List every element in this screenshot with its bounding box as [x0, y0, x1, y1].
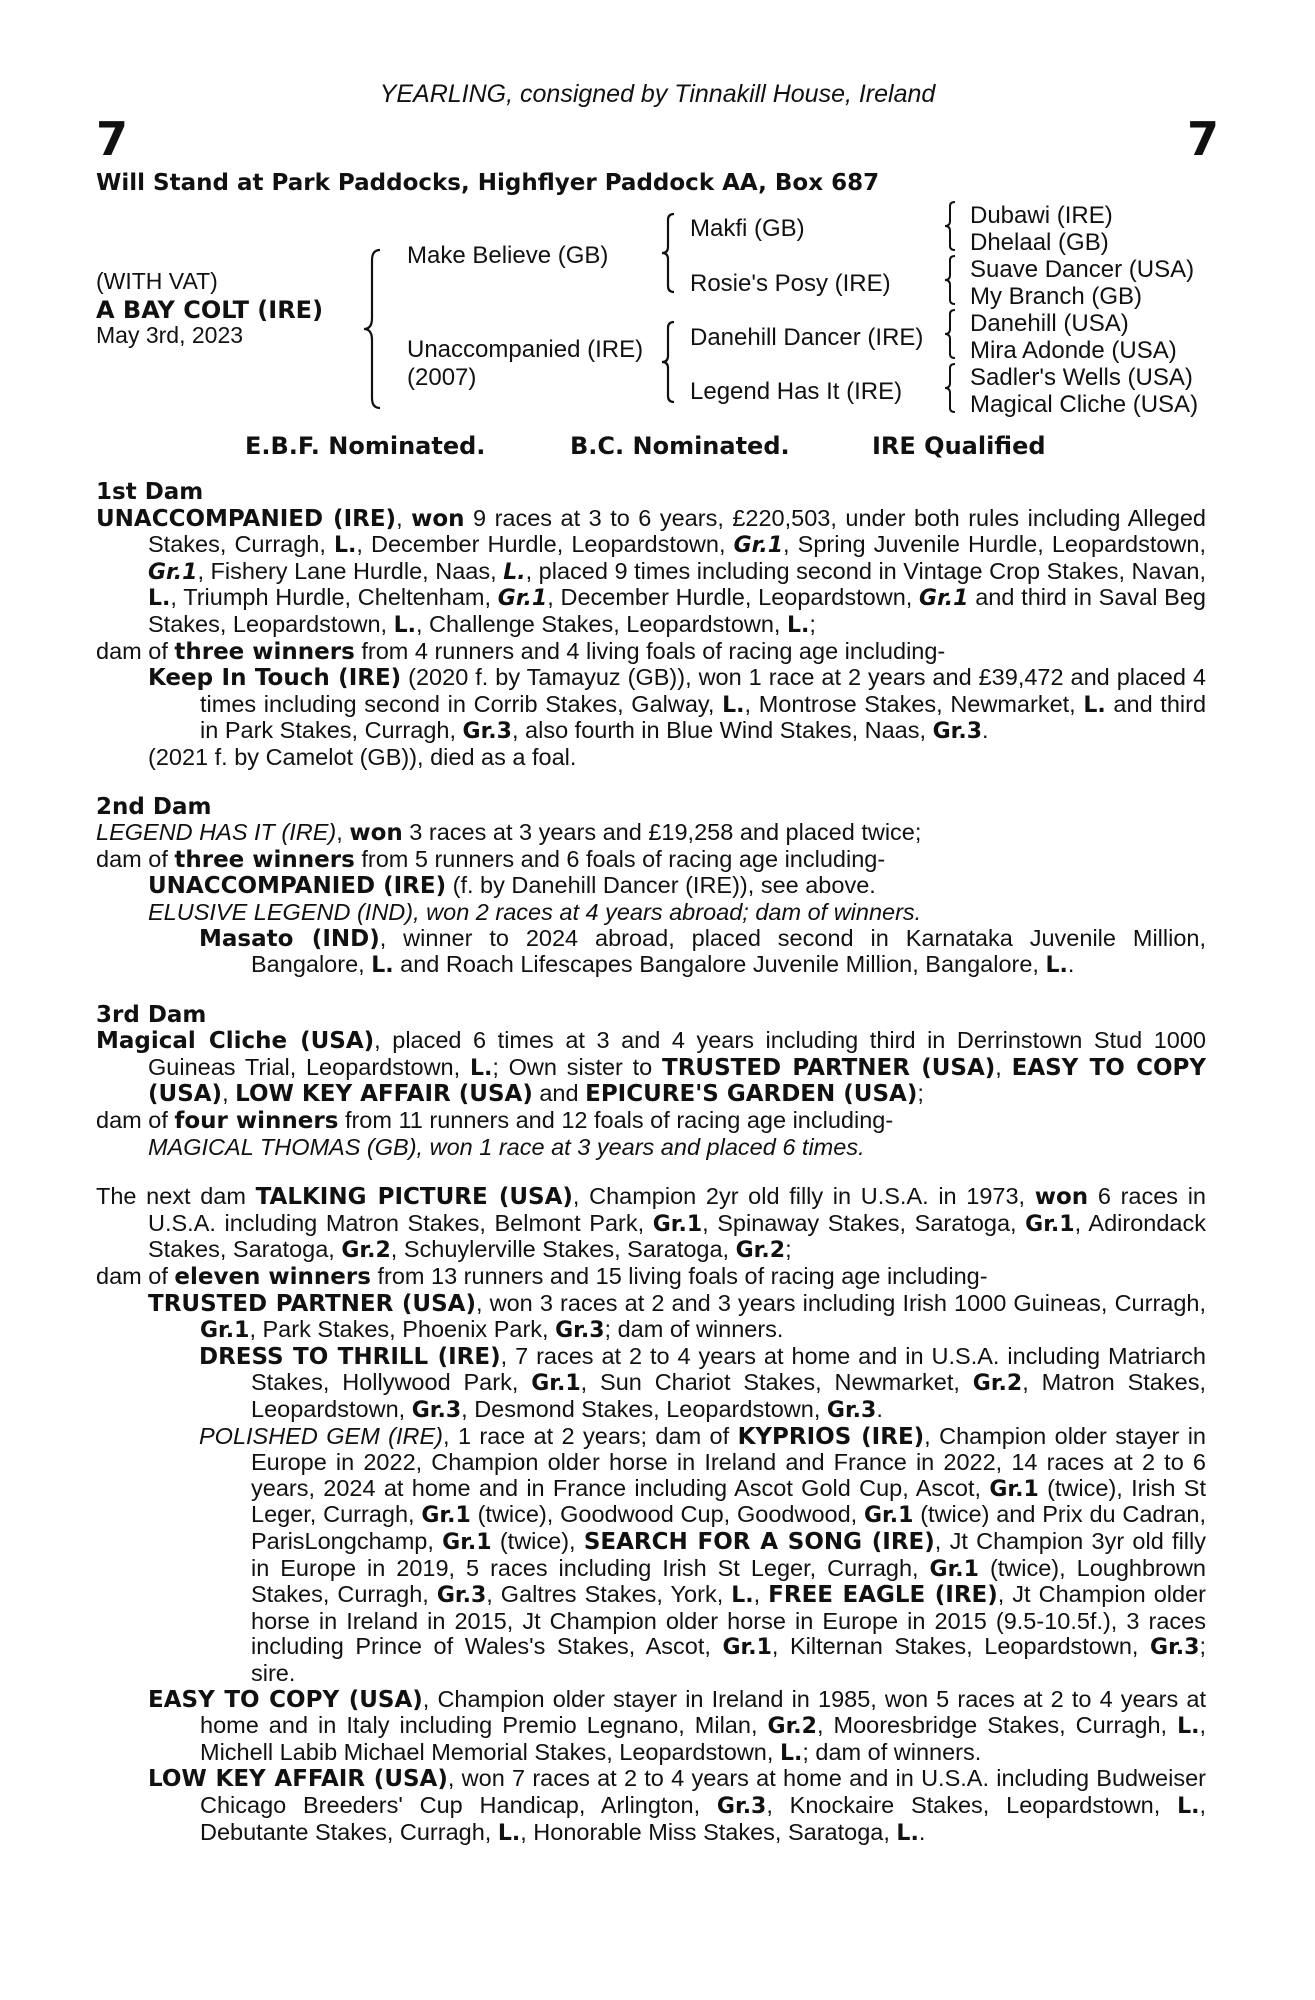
- pedigree-bracket-g4: [946, 362, 962, 414]
- produce-low-key-affair: LOW KEY AFFAIR (USA), won 7 races at 2 to 4 years at home and in U.S.A. including Budweiser Chicago Breeders' Cup Handicap, Arlington, Gr.3, Knockaire Stakes, Leopardstown, L., Debutante Stakes, Curragh, L., Honorable Miss Stakes, Saratoga, L..: [148, 1765, 1206, 1846]
- pedigree-gen3-6: Mira Adonde (USA): [970, 337, 1177, 364]
- produce-masato: Masato (IND), winner to 2024 abroad, placed second in Karnataka Juvenile Million, Bangalore, L. and Roach Lifescapes Bangalore Juvenile Million, Bangalore, L..: [199, 924, 1207, 979]
- first-dam-record: UNACCOMPANIED (IRE), won 9 races at 3 to 6 years, £220,503, under both rules including Alleged Stakes, Curragh, L., December Hurdle, Leopardstown, Gr.1, Spring Juvenile Hurdle, Leopardstown, Gr.1, Fishery Lane Hurdle, Naas, L., placed 9 times including second in Vintage Crop Stakes, Navan, L., Triumph Hurdle, Cheltenham, Gr.1, December Hurdle, Leopardstown, Gr.1 and third in Saval Beg Stakes, Leopardstown, L., Challenge Stakes, Leopardstown, L.;: [96, 504, 1206, 638]
- horse-name: A BAY COLT (IRE): [96, 296, 324, 324]
- next-dam-produce-summary: dam of eleven winners from 13 runners and 15 living foals of racing age including-: [96, 1263, 988, 1291]
- ebf-nominated: E.B.F. Nominated.: [245, 432, 486, 460]
- stabling-line: Will Stand at Park Paddocks, Highflyer Paddock AA, Box 687: [96, 170, 880, 196]
- produce-dress-to-thrill: DRESS TO THRILL (IRE), 7 races at 2 to 4 years at home and in U.S.A. including Matriarch Stakes, Hollywood Park, Gr.1, Sun Chariot Stakes, Newmarket, Gr.2, Matron Stakes, Leopardstown, Gr.3, Desmond Stakes, Leopardstown, Gr.3.: [199, 1342, 1206, 1423]
- pedigree-gen3-5: Danehill (USA): [970, 310, 1129, 337]
- pedigree-sire-dam: Rosie's Posy (IRE): [690, 270, 891, 297]
- pedigree-dam-dam: Legend Has It (IRE): [690, 378, 903, 405]
- consignment-line: YEARLING, consigned by Tinnakill House, Ireland: [379, 80, 936, 108]
- pedigree-gen3-2: Dhelaal (GB): [970, 229, 1109, 256]
- produce-keep-in-touch: Keep In Touch (IRE) (2020 f. by Tamayuz (GB)), won 1 race at 2 years and £39,472 and placed 4 times including second in Corrib Stakes, Galway, L., Montrose Stakes, Newmarket, L. and third in Park Stakes, Curragh, Gr.3, also fourth in Blue Wind Stakes, Naas, Gr.3.: [148, 664, 1207, 745]
- pedigree-bracket-g3: [946, 308, 962, 360]
- first-dam-heading: 1st Dam: [96, 479, 204, 505]
- third-dam-heading: 3rd Dam: [96, 1001, 207, 1028]
- pedigree-bracket-g1: [946, 200, 962, 252]
- section-gap: [96, 771, 1206, 795]
- pedigree-notes: [96, 480, 1206, 1846]
- vat-note: (WITH VAT): [96, 268, 218, 294]
- second-dam-heading: 2nd Dam: [96, 793, 212, 820]
- pedigree-gen3-4: My Branch (GB): [970, 283, 1143, 310]
- section-gap: [96, 979, 1206, 1003]
- pedigree-dam-sire: Danehill Dancer (IRE): [690, 324, 924, 351]
- second-dam-produce-summary: dam of three winners from 5 runners and 6 foals of racing age including-: [96, 845, 886, 873]
- produce-magical-thomas: MAGICAL THOMAS (GB), won 1 race at 3 years and placed 6 times.: [148, 1133, 865, 1160]
- ire-qualified: IRE Qualified: [872, 432, 1046, 460]
- pedigree-gen3-8: Magical Cliche (USA): [970, 391, 1199, 418]
- pedigree-dam: Unaccompanied (IRE): [407, 336, 644, 363]
- pedigree-sire-sire: Makfi (GB): [690, 215, 805, 242]
- pedigree-gen3-3: Suave Dancer (USA): [970, 256, 1195, 283]
- pedigree-gen3-7: Sadler's Wells (USA): [970, 364, 1193, 391]
- lot-number-right: 7: [1186, 112, 1219, 166]
- produce-polished-gem: POLISHED GEM (IRE), 1 race at 2 years; dam of KYPRIOS (IRE), Champion older stayer in Europe in 2022, Champion older horse in Ireland and France in 2022, 14 races at 2 to 6 years, 2024 at home and in France including Ascot Gold Cup, Ascot, Gr.1 (twice), Irish St Leger, Curragh, Gr.1 (twice), Goodwood Cup, Goodwood, Gr.1 (twice) and Prix du Cadran, ParisLongchamp, Gr.1 (twice), SEARCH FOR A SONG (IRE), Jt Champion 3yr old filly in Europe in 2019, 5 races including Irish St Leger, Curragh, Gr.1 (twice), Loughbrown Stakes, Curragh, Gr.3, Galtres Stakes, York, L., FREE EAGLE (IRE), Jt Champion older horse in Ireland in 2015, Jt Champion older horse in Europe in 2015 (9.5-10.5f.), 3 races including Prince of Wales's Stakes, Ascot, Gr.1, Kilternan Stakes, Leopardstown, Gr.3; sire.: [199, 1422, 1206, 1686]
- produce-elusive-legend: ELUSIVE LEGEND (IND), won 2 races at 4 years abroad; dam of winners.: [148, 898, 922, 925]
- produce-trusted-partner: TRUSTED PARTNER (USA), won 3 races at 2 and 3 years including Irish 1000 Guineas, Curragh, Gr.1, Park Stakes, Phoenix Park, Gr.3; dam of winners.: [148, 1289, 1207, 1344]
- produce-easy-to-copy: EASY TO COPY (USA), Champion older stayer in Ireland in 1985, won 5 races at 2 to 4 years at home and in Italy including Premio Legnano, Milan, Gr.2, Mooresbridge Stakes, Curragh, L., Michell Labib Michael Memorial Stakes, Leopardstown, L.; dam of winners.: [148, 1685, 1207, 1766]
- next-dam-record: The next dam TALKING PICTURE (USA), Champion 2yr old filly in U.S.A. in 1973, won 6 races in U.S.A. including Matron Stakes, Belmont Park, Gr.1, Spinaway Stakes, Saratoga, Gr.1, Adirondack Stakes, Saratoga, Gr.2, Schuylerville Stakes, Saratoga, Gr.2;: [96, 1183, 1206, 1264]
- pedigree-bracket-sire: [664, 212, 684, 294]
- lot-number-left: 7: [96, 112, 129, 166]
- pedigree-bracket-main: [368, 248, 388, 410]
- pedigree-bracket-g2: [946, 254, 962, 306]
- third-dam-produce-summary: dam of four winners from 11 runners and 12 foals of racing age including-: [96, 1107, 894, 1135]
- second-dam-record: LEGEND HAS IT (IRE), won 3 races at 3 years and £19,258 and placed twice;: [96, 819, 922, 847]
- pedigree-gen3-1: Dubawi (IRE): [970, 202, 1113, 229]
- bc-nominated: B.C. Nominated.: [570, 432, 790, 460]
- pedigree-bracket-dam: [664, 320, 684, 404]
- produce-unaccompanied: UNACCOMPANIED (IRE) (f. by Danehill Dancer (IRE)), see above.: [148, 872, 876, 900]
- pedigree-sire: Make Believe (GB): [407, 242, 609, 269]
- pedigree-dam-year: (2007): [407, 364, 477, 391]
- first-dam-produce-summary: dam of three winners from 4 runners and 4 living foals of racing age including-: [96, 637, 946, 665]
- produce-2021-foal: (2021 f. by Camelot (GB)), died as a foal.: [148, 743, 577, 770]
- section-gap: [96, 1160, 1206, 1184]
- third-dam-record: Magical Cliche (USA), placed 6 times at 3 and 4 years including third in Derrinstown Stud 1000 Guineas Trial, Leopardstown, L.; Own sister to TRUSTED PARTNER (USA), EASY TO COPY (USA), LOW KEY AFFAIR (USA) and EPICURE'S GARDEN (USA);: [96, 1027, 1207, 1108]
- foaling-date: May 3rd, 2023: [96, 322, 244, 348]
